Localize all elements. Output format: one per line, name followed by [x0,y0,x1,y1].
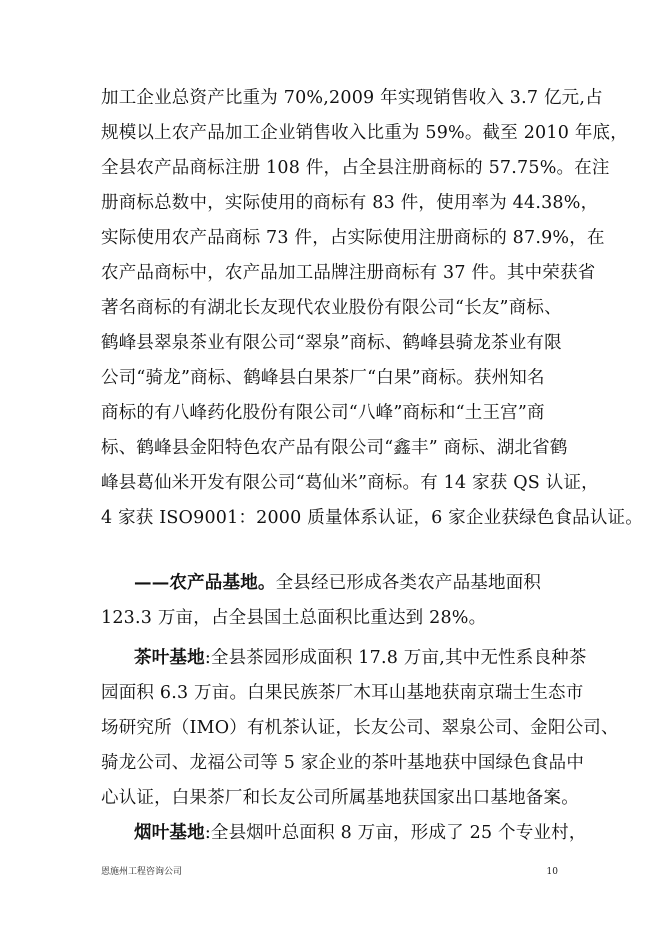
text-line: 实际使用农产品商标 73 件，占实际使用注册商标的 87.9%，在 [101,228,605,248]
text-line: 标、鹤峰县金阳特色农产品有限公司“鑫丰” 商标、湖北省鹤 [101,438,568,458]
text-line: 场研究所（IMO）有机茶认证，长友公司、翠泉公司、金阳公司、 [101,718,619,738]
text-line: 著名商标的有湖北长友现代农业股份有限公司“长友”商标、 [101,298,562,318]
text-line: 4 家获 ISO9001：2000 质量体系认证，6 家企业获绿色食品认证。 [101,508,643,528]
text-line: 鹤峰县翠泉茶业有限公司“翠泉”商标、鹤峰县骑龙茶业有限 [101,333,562,353]
tobacco-base-label: 烟叶基地 [134,823,205,843]
tea-base-text: :全县茶园形成面积 17.8 万亩,其中无性系良种茶 [204,648,587,668]
text-line: 商标的有八峰药化股份有限公司“八峰”商标和“土王宫”商 [101,403,545,423]
text-line: 骑龙公司、龙福公司等 5 家企业的茶叶基地获中国绿色食品中 [101,753,585,773]
text-line: 心认证，白果茶厂和长友公司所属基地获国家出口基地备案。 [101,788,579,808]
text-line: 农产品商标中，农产品加工品牌注册商标有 37 件。其中荣获省 [101,263,596,283]
text-line [134,571,541,595]
text-line: 园面积 6.3 万亩。白果民族茶厂木耳山基地获南京瑞士生态市 [101,683,584,703]
footer-company: 恩施州工程咨询公司 [101,867,183,877]
text-line: 123.3 万亩，占全县国土总面积比重达到 28%。 [101,608,487,628]
page-number: 10 [546,867,558,877]
text-line: 公司“骑龙”商标、鹤峰县白果茶厂“白果”商标。获州知名 [101,368,545,388]
text-line [134,821,587,845]
section-text: 全县经已形成各类农产品基地面积 [275,573,542,593]
text-line: 册商标总数中，实际使用的商标有 83 件，使用率为 44.38%， [101,193,599,213]
text-line [134,646,587,670]
section-heading: ——农产品基地。 [134,573,276,593]
text-line: 全县农产品商标注册 108 件，占全县注册商标的 57.75%。在注 [101,158,610,178]
tobacco-base-text: :全县烟叶总面积 8 万亩，形成了 25 个专业村， [204,823,587,843]
text-line: 规模以上农产品加工企业销售收入比重为 59%。截至 2010 年底， [101,123,628,143]
tea-base-label: 茶叶基地 [134,648,205,668]
text-line: 峰县葛仙米开发有限公司“葛仙米”商标。有 14 家获 QS 认证， [101,473,599,493]
text-line: 加工企业总资产比重为 70%,2009 年实现销售收入 3.7 亿元,占 [101,88,603,108]
